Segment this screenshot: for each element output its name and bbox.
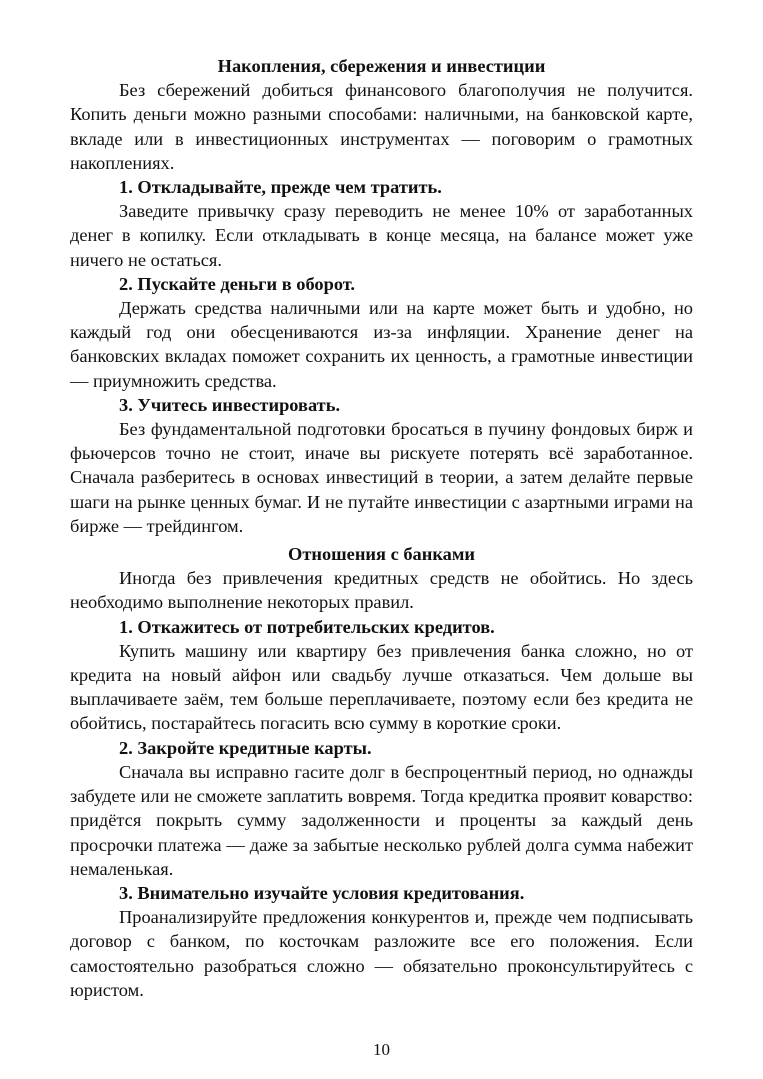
document-page xyxy=(70,54,693,1002)
item-heading: 2. Закройте кредитные карты. xyxy=(119,737,372,758)
item-text: Без фундаментальной подготовки бросаться в пучину фондовых бирж и фьючерсов точно не стоит, иначе вы рискуете потерять всё заработанное. Сначала разберитесь в основах инвестиций в теории, а затем делайте первые шаги на рынке ценных бумаг. И не путайте инвестиции с азартными играми на бирже — трейдингом. xyxy=(70,419,693,536)
section-intro-banks: Иногда без привлечения кредитных средств не обойтись. Но здесь необходимо выполнение некоторых правил. xyxy=(70,568,693,613)
item-text: Проанализируйте предложения конкурентов и, прежде чем подписывать договор с банком, по косточкам разложите все его положения. Если самостоятельно разобраться сложно — обязательно проконсультируйтесь с юристом. xyxy=(70,907,693,1000)
item-text: Держать средства наличными или на карте может быть и удобно, но каждый год они обесцениваются из-за инфляции. Хранение денег на банковских вкладах поможет сохранить их ценность, а грамотные инвестиции — приумножить средства. xyxy=(70,298,693,391)
section-intro-savings: Без сбережений добиться финансового благополучия не получится. Копить деньги можно разными способами: наличными, на банковской карте, вкладе или в инвестиционных инструментах — поговорим о грамотных накоплениях. xyxy=(70,80,693,173)
item-heading: 3. Учитесь инвестировать. xyxy=(119,394,341,415)
item-heading: 1. Откладывайте, прежде чем тратить. xyxy=(119,177,442,198)
section-title-banks: Отношения с банками xyxy=(288,544,475,565)
item-heading: 3. Внимательно изучайте условия кредитования. xyxy=(119,882,525,903)
page-number: 10 xyxy=(373,1040,390,1059)
item-heading: 2. Пускайте деньги в оборот. xyxy=(119,273,356,294)
item-text: Купить машину или квартиру без привлечения банка сложно, но от кредита на новый айфон или свадьбу лучше отказаться. Чем дольше вы выплачиваете заём, тем больше переплачиваете, поэтому если без кредита не обойтись, постарайтесь погасить всю сумму в короткие сроки. xyxy=(70,640,693,734)
section-title-savings: Накопления, сбережения и инвестиции xyxy=(217,56,546,76)
item-text: Сначала вы исправно гасите долг в беспроцентный период, но однажды забудете или не сможете заплатить вовремя. Тогда кредитка проявит коварство: придётся покрыть сумму задолженности и проценты за каждый день просрочки платежа — даже за забытые несколько рублей долга сумма набежит немаленькая. xyxy=(70,761,693,879)
item-text: Заведите привычку сразу переводить не менее 10% от заработанных денег в копилку. Если откладывать в конце месяца, на балансе может уже ничего не остаться. xyxy=(70,201,693,270)
item-heading: 1. Откажитесь от потребительских кредитов. xyxy=(119,616,495,637)
